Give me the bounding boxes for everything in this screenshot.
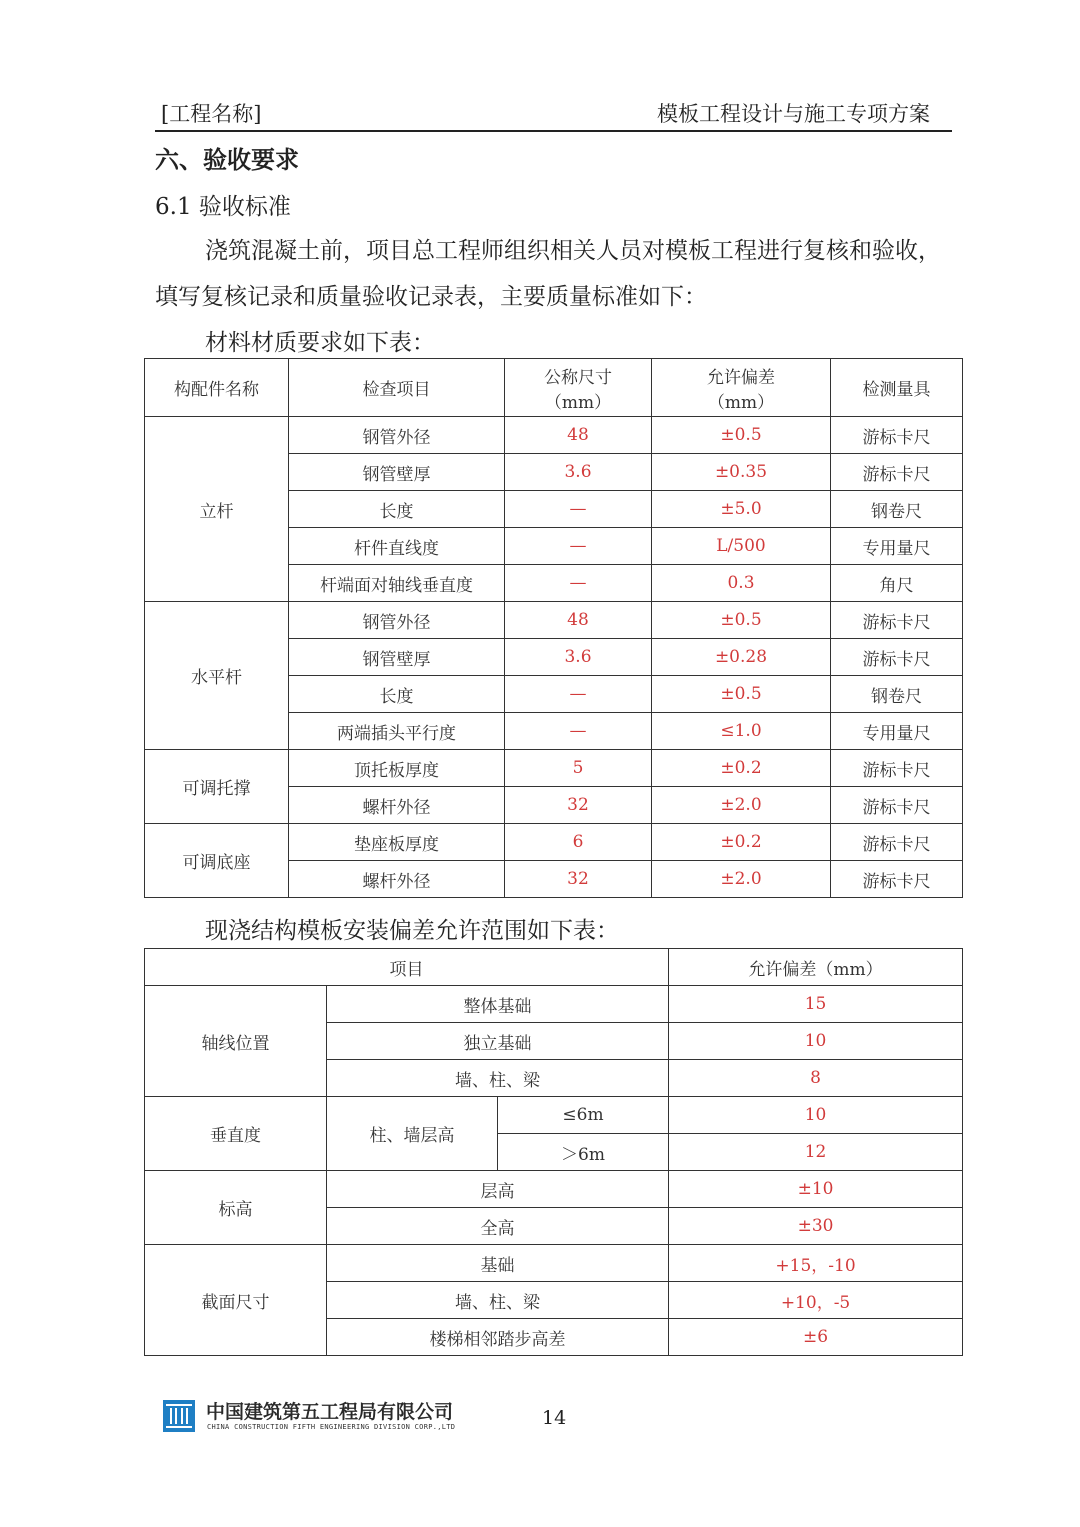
intro-paragraph: 浇筑混凝土前，项目总工程师组织相关人员对模板工程进行复核和验收，填写复核记录和质量验收记录表，主要质量标准如下： xyxy=(155,238,941,310)
allowed-tolerance: ±0.5 xyxy=(652,602,831,639)
tolerance-value: ±6 xyxy=(669,1319,963,1356)
sub-item: 墙、柱、梁 xyxy=(327,1282,669,1319)
header-item: 项目 xyxy=(145,949,669,986)
category-name: 截面尺寸 xyxy=(145,1245,327,1356)
check-item: 顶托板厚度 xyxy=(289,750,505,787)
nominal-size: — xyxy=(505,491,652,528)
nominal-size: — xyxy=(505,528,652,565)
check-item: 钢管壁厚 xyxy=(289,454,505,491)
measuring-tool: 游标卡尺 xyxy=(831,750,963,787)
sub-item: 层高 xyxy=(327,1171,669,1208)
table-row xyxy=(145,824,963,861)
category-name: 标高 xyxy=(145,1171,327,1245)
tolerance-value: 8 xyxy=(669,1060,963,1097)
measuring-tool: 游标卡尺 xyxy=(831,602,963,639)
table1-header-row xyxy=(145,359,963,417)
company-logo xyxy=(163,1400,195,1432)
component-name: 水平杆 xyxy=(145,602,289,750)
allowed-tolerance: ±0.2 xyxy=(652,750,831,787)
measuring-tool: 游标卡尺 xyxy=(831,861,963,898)
header-item: 检查项目 xyxy=(289,359,505,417)
table2-header-row xyxy=(145,949,963,986)
sub-item: 基础 xyxy=(327,1245,669,1282)
install-tolerance-table xyxy=(144,948,963,1356)
measuring-tool: 游标卡尺 xyxy=(831,824,963,861)
header-nominal: 公称尺寸 （mm） xyxy=(505,359,652,417)
sub-item: 独立基础 xyxy=(327,1023,669,1060)
nominal-size: 3.6 xyxy=(505,454,652,491)
page-number: 14 xyxy=(542,1407,567,1429)
nominal-size: 3.6 xyxy=(505,639,652,676)
component-name: 可调托撑 xyxy=(145,750,289,824)
measuring-tool: 角尺 xyxy=(831,565,963,602)
nominal-size: — xyxy=(505,713,652,750)
nominal-size: 48 xyxy=(505,417,652,454)
nominal-size: — xyxy=(505,676,652,713)
sub-item: 整体基础 xyxy=(327,986,669,1023)
check-item: 长度 xyxy=(289,676,505,713)
allowed-tolerance: ±0.5 xyxy=(652,417,831,454)
measuring-tool: 游标卡尺 xyxy=(831,639,963,676)
tolerance-value: ±10 xyxy=(669,1171,963,1208)
nominal-size: — xyxy=(505,565,652,602)
allowed-tolerance: ±0.28 xyxy=(652,639,831,676)
table-row xyxy=(145,986,963,1023)
height-range: ≤6m xyxy=(498,1097,669,1134)
allowed-tolerance: ±2.0 xyxy=(652,861,831,898)
nominal-size: 6 xyxy=(505,824,652,861)
check-item: 两端插头平行度 xyxy=(289,713,505,750)
nominal-size: 32 xyxy=(505,861,652,898)
measuring-tool: 游标卡尺 xyxy=(831,417,963,454)
allowed-tolerance: 0.3 xyxy=(652,565,831,602)
subsection-title: 6.1 验收标准 xyxy=(155,194,291,220)
table-row xyxy=(145,417,963,454)
measuring-tool: 专用量尺 xyxy=(831,713,963,750)
check-item: 钢管外径 xyxy=(289,417,505,454)
sub-item: 柱、墙层高 xyxy=(327,1097,498,1171)
category-name: 垂直度 xyxy=(145,1097,327,1171)
table-row xyxy=(145,1245,963,1282)
tolerance-value: +15，-10 xyxy=(669,1245,963,1282)
header-component: 构配件名称 xyxy=(145,359,289,417)
header-tool: 检测量具 xyxy=(831,359,963,417)
sub-item: 墙、柱、梁 xyxy=(327,1060,669,1097)
allowed-tolerance: ±0.35 xyxy=(652,454,831,491)
document-title: 模板工程设计与施工专项方案 xyxy=(657,102,930,126)
tolerance-value: 12 xyxy=(669,1134,963,1171)
nominal-size: 48 xyxy=(505,602,652,639)
check-item: 杆端面对轴线垂直度 xyxy=(289,565,505,602)
allowed-tolerance: ±0.5 xyxy=(652,676,831,713)
measuring-tool: 游标卡尺 xyxy=(831,787,963,824)
check-item: 钢管壁厚 xyxy=(289,639,505,676)
table-row xyxy=(145,602,963,639)
check-item: 杆件直线度 xyxy=(289,528,505,565)
page-header xyxy=(155,92,952,132)
allowed-tolerance: ±0.2 xyxy=(652,824,831,861)
component-name: 立杆 xyxy=(145,417,289,602)
section-title: 六、验收要求 xyxy=(155,145,299,174)
tolerance-value: +10，-5 xyxy=(669,1282,963,1319)
company-name-cn: 中国建筑第五工程局有限公司 xyxy=(206,1401,454,1423)
project-name: [工程名称] xyxy=(161,102,262,126)
nominal-size: 5 xyxy=(505,750,652,787)
height-range: ＞6m xyxy=(498,1134,669,1171)
check-item: 垫座板厚度 xyxy=(289,824,505,861)
component-name: 可调底座 xyxy=(145,824,289,898)
sub-item: 全高 xyxy=(327,1208,669,1245)
tolerance-value: 10 xyxy=(669,1023,963,1060)
measuring-tool: 钢卷尺 xyxy=(831,676,963,713)
tolerance-value: ±30 xyxy=(669,1208,963,1245)
allowed-tolerance: ≤1.0 xyxy=(652,713,831,750)
tolerance-value: 15 xyxy=(669,986,963,1023)
allowed-tolerance: L/500 xyxy=(652,528,831,565)
tolerance-value: 10 xyxy=(669,1097,963,1134)
check-item: 螺杆外径 xyxy=(289,787,505,824)
table-row xyxy=(145,750,963,787)
header-tolerance: 允许偏差 （mm） xyxy=(652,359,831,417)
sub-item: 楼梯相邻踏步高差 xyxy=(327,1319,669,1356)
check-item: 长度 xyxy=(289,491,505,528)
nominal-size: 32 xyxy=(505,787,652,824)
table2-caption: 现浇结构模板安装偏差允许范围如下表： xyxy=(205,918,619,944)
material-requirements-table xyxy=(144,358,963,898)
check-item: 螺杆外径 xyxy=(289,861,505,898)
header-tolerance: 允许偏差（mm） xyxy=(669,949,963,986)
measuring-tool: 游标卡尺 xyxy=(831,454,963,491)
allowed-tolerance: ±5.0 xyxy=(652,491,831,528)
allowed-tolerance: ±2.0 xyxy=(652,787,831,824)
table-row xyxy=(145,1097,963,1134)
measuring-tool: 专用量尺 xyxy=(831,528,963,565)
measuring-tool: 钢卷尺 xyxy=(831,491,963,528)
check-item: 钢管外径 xyxy=(289,602,505,639)
table-row xyxy=(145,1171,963,1208)
table1-caption: 材料材质要求如下表： xyxy=(205,330,435,356)
category-name: 轴线位置 xyxy=(145,986,327,1097)
company-name-en: CHINA CONSTRUCTION FIFTH ENGINEERING DIVISION CORP.,LTD xyxy=(207,1423,456,1431)
